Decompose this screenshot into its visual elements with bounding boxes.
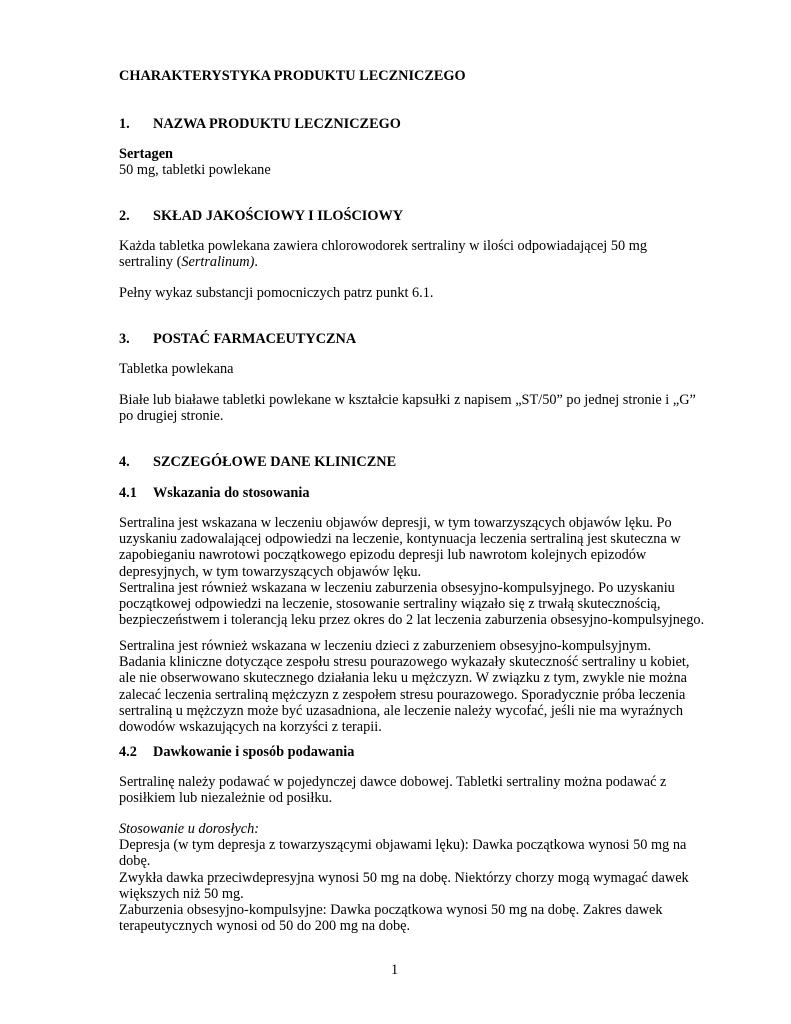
text-line: Sertralina jest wskazana w leczeniu objawów depresji, w tym towarzyszących objawów lęku. Po	[119, 515, 672, 531]
subheading-italic: Stosowanie u dorosłych:	[119, 821, 260, 837]
text-line: Zwykła dawka przeciwdepresyjna wynosi 50 mg na dobę. Niektórzy chorzy mogą wymagać dawek	[119, 869, 689, 886]
text-line: ale nie obserwowano skutecznego działania leku u mężczyzn. W związku z tym, zwykle nie można	[119, 670, 687, 687]
product-name: Sertagen	[119, 146, 173, 162]
text-line: Sertralina jest również wskazana w leczeniu dzieci z zaburzeniem obsesyjno-kompulsyjnym.	[119, 638, 651, 654]
dosage-adults	[119, 821, 689, 935]
form-paragraph: Tabletka powlekana	[119, 361, 234, 377]
section-1-heading	[119, 116, 679, 132]
text-line: bezpieczeństwem i tolerancją leku przez okres do 2 lat leczenia zaburzenia obsesyjno-kompulsyjnego.	[119, 612, 705, 629]
section-title: NAZWA PRODUKTU LECZNICZEGO	[153, 116, 401, 132]
product-name-block	[119, 146, 679, 178]
section-4-heading	[119, 454, 679, 470]
text-line: dowodów wskazujących na korzyści z terapii.	[119, 719, 382, 736]
indications-paragraph-1	[119, 515, 705, 629]
text-line: początkowej odpowiedzi na leczenie, stosowanie sertraliny wiązało się z trwałą skutecznością,	[119, 596, 661, 613]
section-number: 4.	[119, 454, 130, 470]
text-fragment: sertraliny (	[119, 254, 182, 271]
section-2-heading	[119, 208, 679, 224]
description-paragraph	[119, 392, 696, 425]
product-form: 50 mg, tabletki powlekane	[119, 162, 271, 179]
composition-paragraph	[119, 238, 679, 270]
section-title: SKŁAD JAKOŚCIOWY I ILOŚCIOWY	[153, 208, 404, 224]
section-title: SZCZEGÓŁOWE DANE KLINICZNE	[153, 454, 397, 470]
dosage-paragraph-1	[119, 774, 679, 806]
text-line: zalecać leczenia sertraliną mężczyzn z zespołem stresu pourazowego. Sporadycznie próba leczenia	[119, 686, 686, 703]
subsection-title: Dawkowanie i sposób podawania	[153, 744, 355, 760]
section-number: 2.	[119, 208, 130, 224]
section-3-heading	[119, 331, 679, 347]
section-title: POSTAĆ FARMACEUTYCZNA	[153, 331, 357, 347]
text-line: Każda tabletka powlekana zawiera chlorowodorek sertraliny w ilości odpowiadającej 50 mg	[119, 238, 647, 254]
text-line	[119, 254, 679, 270]
text-line: posiłkiem lub niezależnie od posiłku.	[119, 790, 333, 807]
excipients-paragraph: Pełny wykaz substancji pomocniczych patrz punkt 6.1.	[119, 285, 434, 301]
text-line: terapeutycznych wynosi od 50 do 200 mg na dobę.	[119, 918, 411, 935]
text-line: depresyjnych, w tym towarzyszących objawów lęku.	[119, 563, 422, 580]
latin-name: Sertralinum)	[181, 254, 255, 271]
text-line: Sertralinę należy podawać w pojedynczej dawce dobowej. Tabletki sertraliny można podawać z	[119, 774, 667, 790]
subsection-number: 4.2	[119, 744, 137, 760]
section-number: 1.	[119, 116, 130, 132]
subsection-title: Wskazania do stosowania	[153, 485, 310, 501]
text-line: Zaburzenia obsesyjno-kompulsyjne: Dawka początkowa wynosi 50 mg na dobę. Zakres dawek	[119, 902, 663, 919]
text-line: Sertralina jest również wskazana w leczeniu zaburzenia obsesyjno-kompulsyjnego. Po uzyskaniu	[119, 579, 675, 596]
text-fragment: .	[254, 254, 258, 271]
section-number: 3.	[119, 331, 130, 347]
text-line: Białe lub białawe tabletki powlekane w kształcie kapsułki z napisem „ST/50” po jednej stronie i „G”	[119, 392, 696, 408]
subsection-number: 4.1	[119, 485, 137, 501]
subsection-4-1-heading	[119, 485, 679, 501]
subsection-4-2-heading	[119, 744, 679, 760]
text-line: dobę.	[119, 853, 151, 870]
text-line: po drugiej stronie.	[119, 408, 224, 425]
text-line: zapobieganiu nawrotowi początkowego epizodu depresji lub nawrotom kolejnych epizodów	[119, 547, 647, 564]
document-title: CHARAKTERYSTYKA PRODUKTU LECZNICZEGO	[119, 68, 466, 84]
page-number: 1	[391, 962, 399, 978]
text-line: większych niż 50 mg.	[119, 885, 244, 902]
text-line: Depresja (w tym depresja z towarzyszącymi objawami lęku): Dawka początkowa wynosi 50 mg na	[119, 837, 687, 854]
indications-paragraph-2	[119, 638, 690, 736]
text-line: uzyskaniu zadowalającej odpowiedzi na leczenie, kontynuacja leczenia sertraliną jest skuteczna w	[119, 531, 681, 548]
text-line: Badania kliniczne dotyczące zespołu stresu pourazowego wykazały skuteczność sertraliny u kobiet,	[119, 654, 690, 671]
text-line: sertraliną u mężczyzn może być uzasadniona, ale leczenie należy wycofać, jeśli nie ma wyraźnych	[119, 702, 684, 719]
